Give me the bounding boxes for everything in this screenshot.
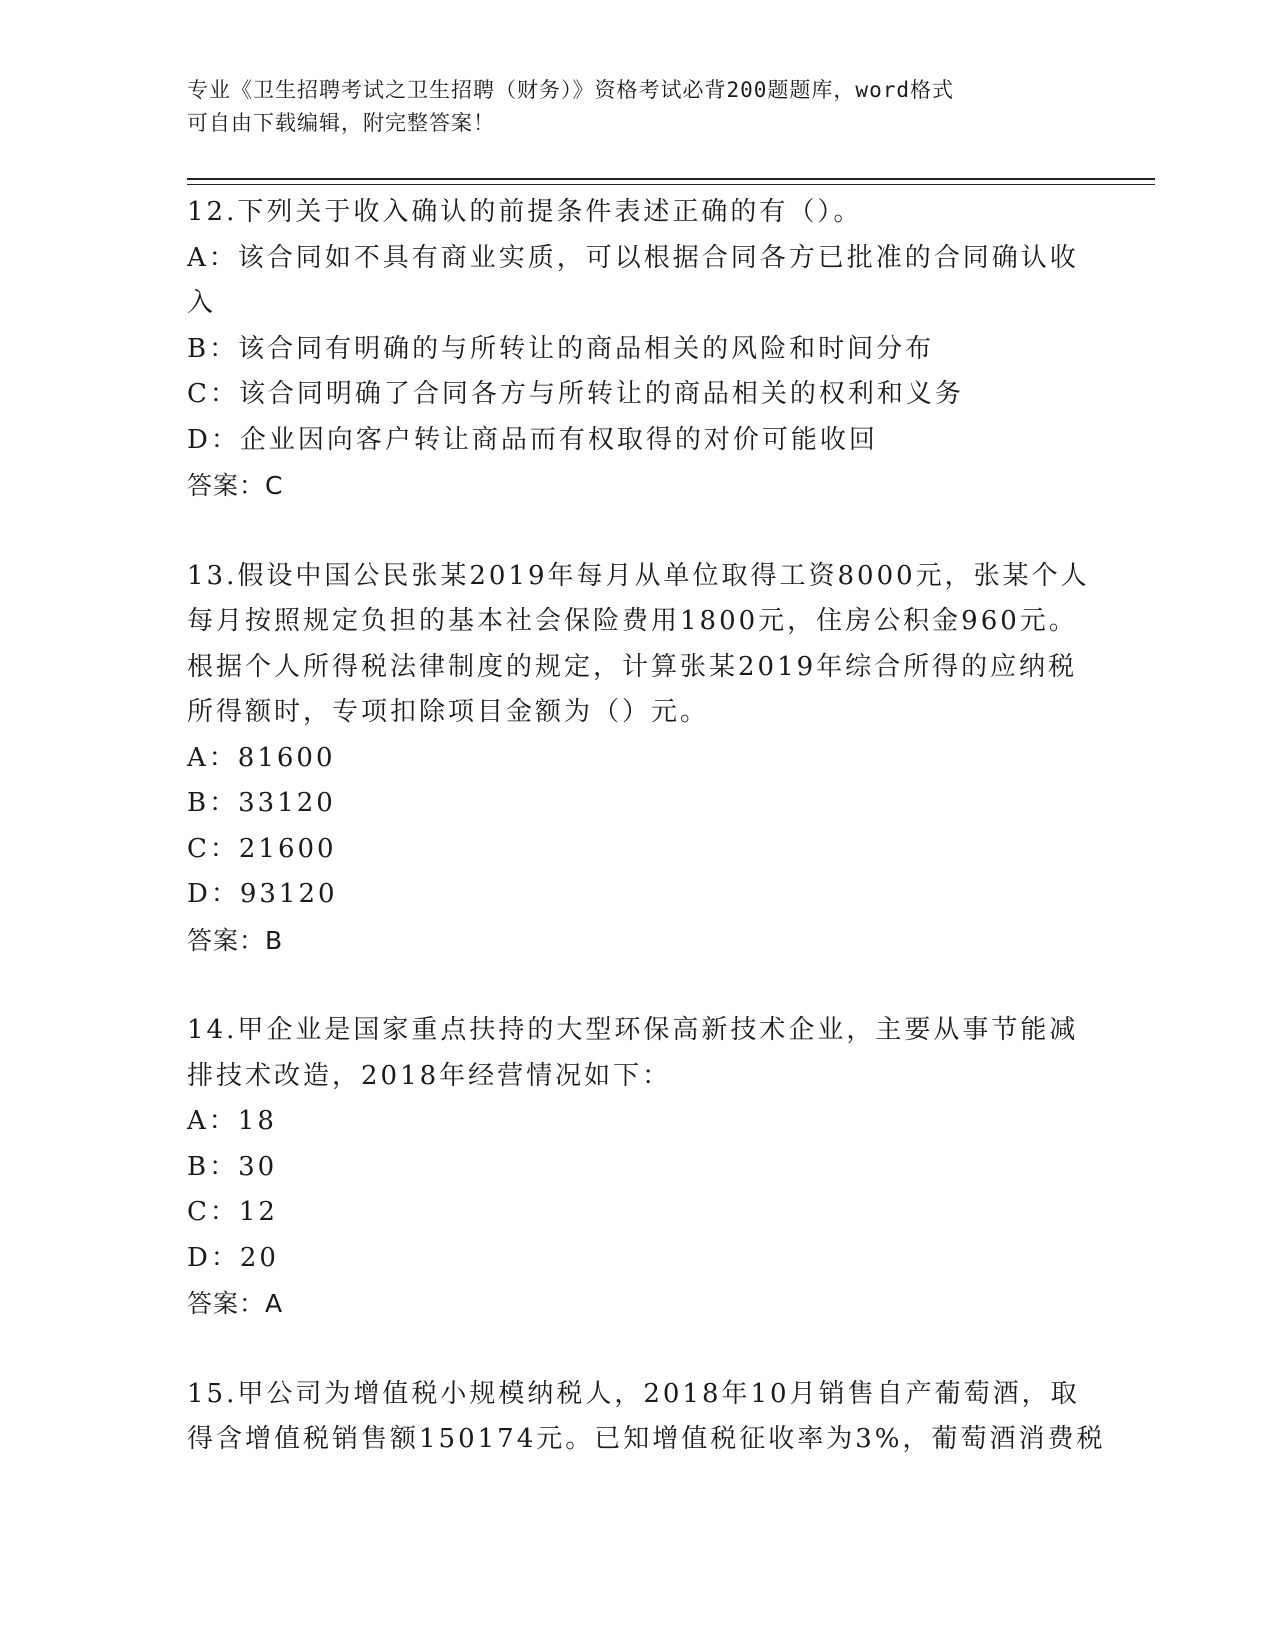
option-c: C：该合同明确了合同各方与所转让的商品相关的权利和义务 — [187, 379, 964, 409]
option-a: A：该合同如不具有商业实质，可以根据合同各方已批准的合同确认收 — [187, 242, 1079, 273]
option-d: D：20 — [187, 1242, 279, 1273]
question-stem-line: 根据个人所得税法律制度的规定，计算张某2019年综合所得的应纳税 — [187, 651, 1078, 682]
answer-line: 答案：A — [187, 1289, 284, 1318]
header-divider-thick — [187, 178, 1155, 180]
question-stem-line: 排技术改造，2018年经营情况如下： — [187, 1060, 672, 1091]
question-stem-line: 所得额时，专项扣除项目金额为（）元。 — [187, 697, 710, 727]
document-header — [187, 74, 1067, 140]
question-list — [187, 190, 1106, 1463]
question-15 — [187, 1372, 1106, 1463]
header-line-2: 可自由下载编辑，附完整答案！ — [187, 111, 495, 135]
question-14 — [187, 1008, 1087, 1327]
option-a: A：81600 — [187, 742, 336, 773]
header-line-1: 专业《卫生招聘考试之卫生招聘（财务）》资格考试必背200题题库，word格式 — [187, 78, 954, 102]
question-stem-line: 每月按照规定负担的基本社会保险费用1800元，住房公积金960元。 — [187, 606, 1078, 636]
option-b: B：30 — [187, 1151, 278, 1182]
question-stem-line: 12.下列关于收入确认的前提条件表述正确的有（）。 — [187, 197, 863, 227]
question-stem-line: 15.甲公司为增值税小规模纳税人，2018年10月销售自产葡萄酒，取 — [187, 1378, 1080, 1409]
question-12 — [187, 190, 1087, 509]
option-a: A：18 — [187, 1106, 277, 1136]
answer-line: 答案：B — [187, 925, 284, 955]
option-b: B：该合同有明确的与所转让的商品相关的风险和时间分布 — [187, 333, 935, 364]
option-c: C：12 — [187, 1197, 278, 1227]
option-a-continued: 入 — [187, 288, 217, 318]
option-d: D：企业因向客户转让商品而有权取得的对价可能收回 — [187, 424, 878, 455]
option-c: C：21600 — [187, 833, 337, 864]
question-stem-line: 14.甲企业是国家重点扶持的大型环保高新技术企业，主要从事节能减 — [187, 1015, 1079, 1045]
option-b: B：33120 — [187, 788, 336, 818]
question-spacer — [187, 1327, 1087, 1372]
question-stem-line: 13.假设中国公民张某2019年每月从单位取得工资8000元，张某个人 — [187, 560, 1090, 591]
question-stem-line: 得含增值税销售额150174元。已知增值税征收率为3%，葡萄酒消费税 — [187, 1424, 1106, 1454]
question-spacer — [187, 509, 1087, 554]
header-divider-thin — [187, 184, 1155, 185]
option-d: D：93120 — [187, 879, 338, 909]
question-spacer — [187, 963, 1087, 1008]
question-13 — [187, 554, 1090, 964]
answer-line: 答案：C — [187, 471, 284, 500]
